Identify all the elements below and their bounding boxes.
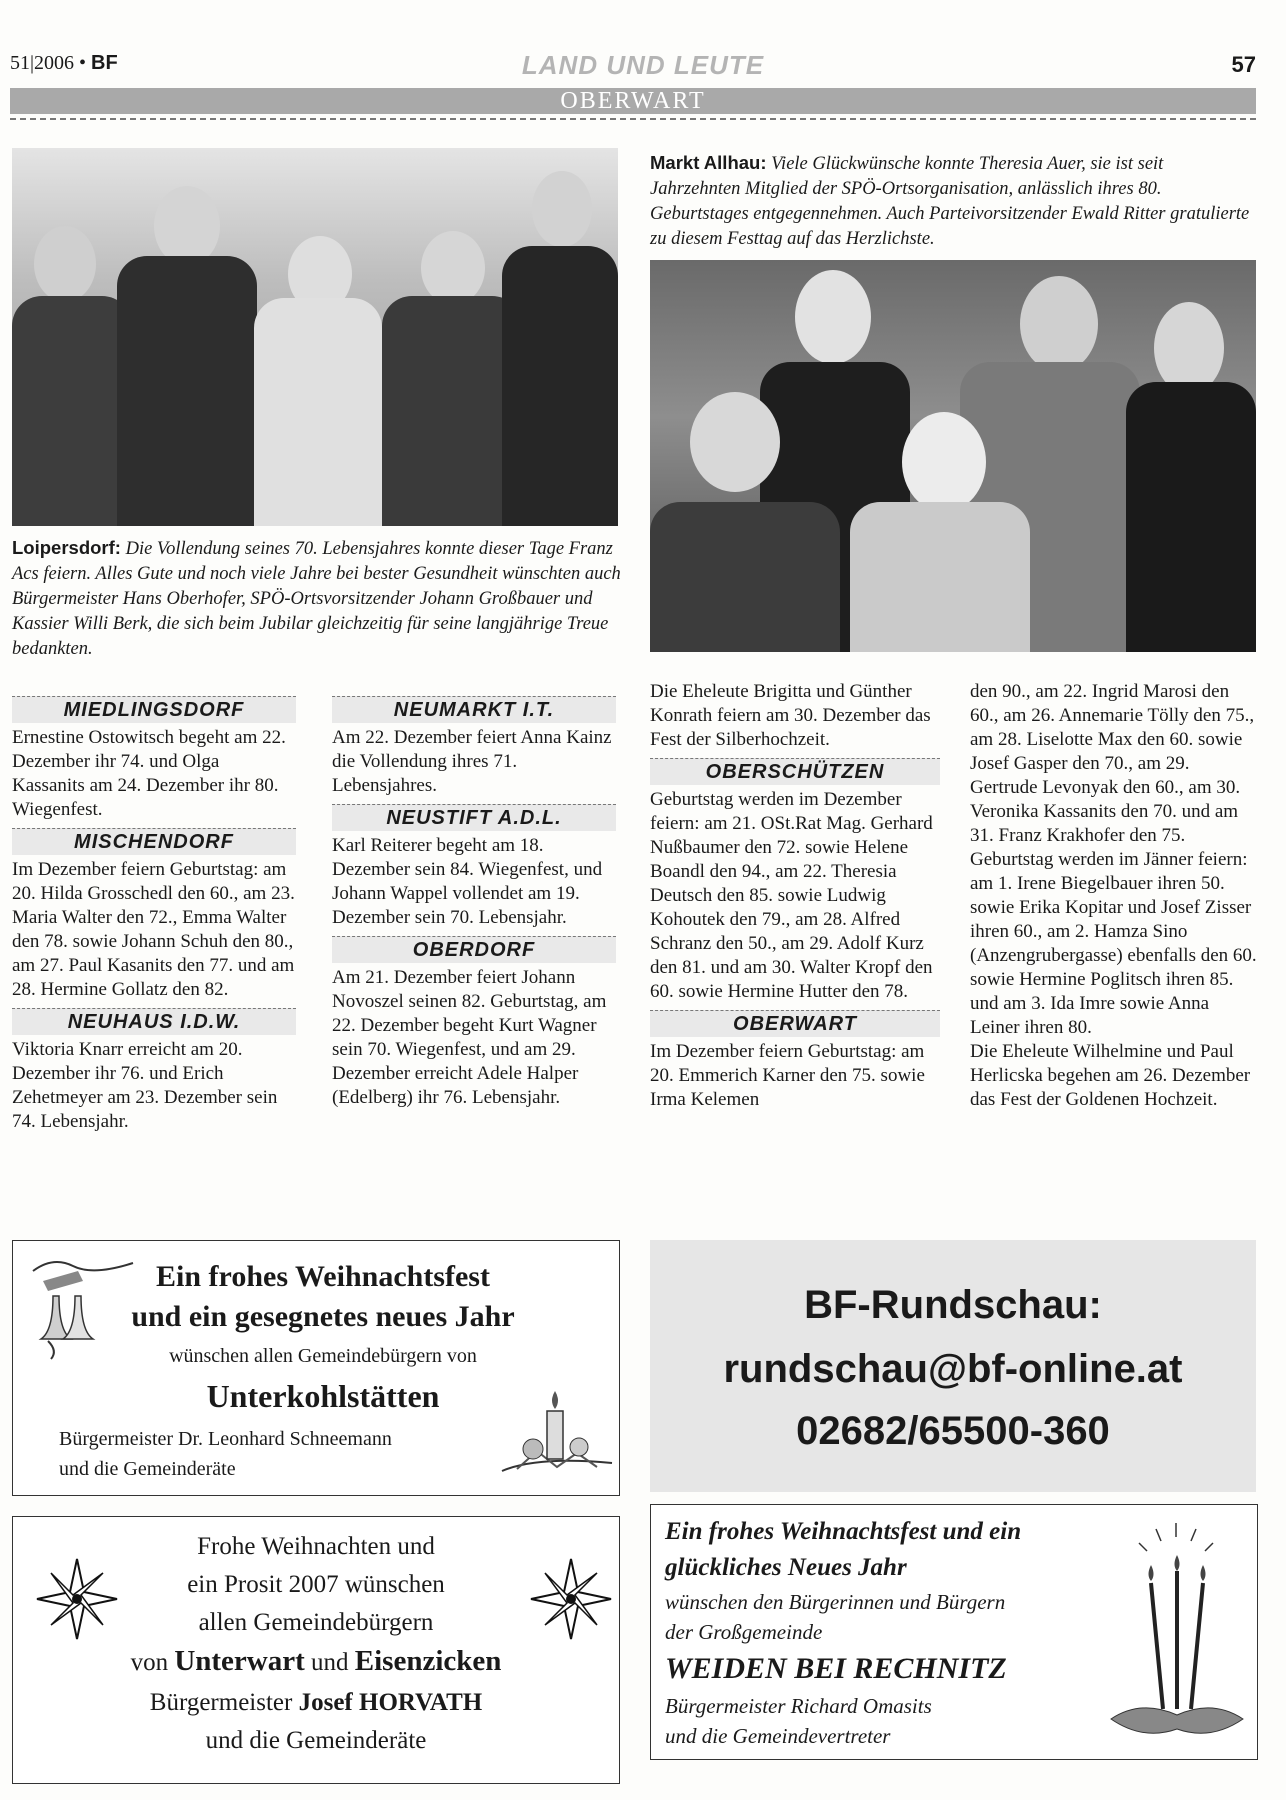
issue-separator: •	[79, 52, 87, 74]
text-oberschuetzen: Geburtstag werden im Dezember feiern: am 21. OSt.Rat Mag. Gerhard Nußbaumer den 72. sowie Helene Boandl den 94., am 22. Theresia Deutsch den 85. sowie Ludwig Kohoutek den 79., am 28. Alfred Schranz den 50., am 29. Adolf Kurz den 81. und am 30. Walter Kropf den 60. sowie Hermine Hutter den 78.	[650, 789, 933, 1002]
column-3	[650, 680, 940, 1112]
column-4	[970, 680, 1260, 1112]
caption-text: Die Vollendung seines 70. Lebensjahres konnte dieser Tage Franz Acs feiern. Alles Gute und noch viele Jahre bei bester Gesundheit wünschten auch Bürgermeister Hans Oberhofer, SPÖ-Ortsvorsitzender Johann Großbauer und Kassier Willi Berk, die sich beim Jubilar gleichzeitig für seine langjährige Treue bedankten.	[12, 539, 621, 659]
text-oberwart-continued: den 90., am 22. Ingrid Marosi den 60., am 26. Annemarie Tölly den 75., am 28. Liselotte Max den 60. sowie Josef Gasper den 70., am 29. Gertrude Levonyak den 60., am 30. Veronika Kassanits den 70. und am 31. Franz Krakhofer den 75.	[970, 681, 1255, 846]
ad-line-1: Ein frohes Weihnachtsfest	[156, 1260, 490, 1293]
text-konrath: Die Eheleute Brigitta und Günther Konrath feiern am 30. Dezember das Fest der Silberhochzeit.	[650, 681, 931, 750]
candles-icon	[1101, 1519, 1251, 1749]
issue-info	[10, 52, 118, 75]
paper-name: BF	[91, 52, 118, 74]
ad-mayor	[13, 1685, 619, 1721]
ad-line-3: allen Gemeindebürgern	[198, 1609, 434, 1636]
ad-line-3: wünschen allen Gemeindebürgern von	[169, 1345, 477, 1367]
caption-loipersdorf	[12, 535, 622, 662]
ad-mayor-name: Josef HORVATH	[298, 1689, 483, 1716]
ad-council: und die Gemeinderäte	[59, 1458, 236, 1480]
star-icon	[35, 1557, 119, 1641]
heading-oberschuetzen: OBERSCHÜTZEN	[650, 758, 940, 785]
caption-place: Markt Allhau:	[650, 152, 767, 173]
ad-unterkohlstaetten	[12, 1240, 620, 1496]
header-divider	[10, 118, 1256, 120]
heading-neumarkt: NEUMARKT I.T.	[332, 696, 616, 723]
ad-unterwart	[12, 1516, 620, 1784]
column-1	[12, 690, 296, 1134]
ad-mayor: Bürgermeister Dr. Leonhard Schneemann	[59, 1428, 392, 1450]
ad-line-2: und ein gesegnetes neues Jahr	[131, 1300, 515, 1333]
heading-mischendorf: MISCHENDORF	[12, 828, 296, 855]
ad-mayor-title: Bürgermeister	[149, 1689, 293, 1716]
subsection-bar	[10, 88, 1256, 114]
heading-oberwart: OBERWART	[650, 1010, 940, 1037]
caption-markt-allhau	[650, 150, 1252, 252]
section-title: LAND UND LEUTE	[521, 50, 765, 80]
star-icon	[529, 1557, 613, 1641]
photo-loipersdorf	[12, 148, 618, 526]
text-oberwart: Im Dezember feiern Geburtstag: am 20. Emmerich Karner den 75. sowie Irma Kelemen	[650, 1041, 925, 1110]
issue-number: 51|2006	[10, 52, 75, 74]
column-2	[332, 690, 616, 1110]
ad-municipality: WEIDEN BEI RECHNITZ	[665, 1652, 1007, 1685]
ad-line-4: der Großgemeinde	[665, 1620, 823, 1644]
heading-neuhaus: NEUHAUS I.D.W.	[12, 1008, 296, 1035]
ad-mayor: Bürgermeister Richard Omasits	[665, 1694, 932, 1718]
heading-miedlingsdorf: MIEDLINGSDORF	[12, 696, 296, 723]
rundschau-title: BF-Rundschau:	[804, 1283, 1102, 1327]
text-oberdorf: Am 21. Dezember feiert Johann Novoszel seinen 82. Geburtstag, am 22. Dezember begeht Kurt Wagner sein 70. Wiegenfest, und am 29. Dezember erreicht Adele Halper (Edelberg) ihr 76. Lebensjahr.	[332, 967, 607, 1108]
text-miedlingsdorf: Ernestine Ostowitsch begeht am 22. Dezember ihr 74. und Olga Kassanits am 24. Dezember ihr 80. Wiegenfest.	[12, 727, 286, 820]
ad-municipalities	[13, 1641, 619, 1683]
text-oberwart-jaenner: Geburtstag werden im Jänner feiern: am 1. Irene Biegelbauer ihren 50. sowie Erika Kopitar und Josef Zisser ihren 60., am 2. Hamza Sino (Anzengrubergasse) ebenfalls den 60. sowie Hermine Poglitsch ihren 85. und am 3. Ida Imre sowie Anna Leiner ihren 80.	[970, 849, 1257, 1038]
ad-unterwart-name: Unterwart	[174, 1645, 305, 1677]
ad-line-2: ein Prosit 2007 wünschen	[187, 1571, 445, 1598]
rundschau-email: rundschau@bf-online.at	[723, 1347, 1183, 1391]
caption-text: Viele Glückwünsche konnte Theresia Auer, sie ist seit Jahrzehnten Mitglied der SPÖ-Ortsorganisation, anlässlich ihres 80. Geburtstages entgegennehmen. Auch Parteivorsitzender Ewald Ritter gratulierte zu diesem Festtag auf das Herzlichste.	[650, 154, 1250, 249]
ad-line-1: Ein frohes Weihnachtsfest und ein	[665, 1518, 1022, 1545]
text-herlicska: Die Eheleute Wilhelmine und Paul Herlicska begehen am 26. Dezember das Fest der Goldenen Hochzeit.	[970, 1041, 1251, 1110]
heading-oberdorf: OBERDORF	[332, 936, 616, 963]
heading-neustift: NEUSTIFT A.D.L.	[332, 804, 616, 831]
subsection-title: OBERWART	[560, 88, 706, 114]
ad-council: und die Gemeindevertreter	[665, 1724, 891, 1748]
photo-markt-allhau	[650, 260, 1256, 652]
ad-bf-rundschau	[650, 1240, 1256, 1492]
ad-council: und die Gemeinderäte	[205, 1727, 427, 1754]
ad-von: von	[130, 1649, 169, 1676]
ad-line-2: glückliches Neues Jahr	[665, 1554, 907, 1581]
ad-municipality: Unterkohlstätten	[206, 1378, 440, 1414]
ad-eisenzicken-name: Eisenzicken	[354, 1645, 502, 1677]
ad-line-3: wünschen den Bürgerinnen und Bürgern	[665, 1590, 1006, 1614]
ad-weiden	[650, 1504, 1258, 1760]
caption-place: Loipersdorf:	[12, 537, 121, 558]
text-neuhaus: Viktoria Knarr erreicht am 20. Dezember ihr 76. und Erich Zehetmeyer am 23. Dezember sein 74. Lebensjahr.	[12, 1039, 278, 1132]
page-number: 57	[1231, 52, 1256, 77]
ad-line-1: Frohe Weihnachten und	[197, 1533, 435, 1560]
text-mischendorf: Im Dezember feiern Geburtstag: am 20. Hilda Grosschedl den 60., am 23. Maria Walter den 72., Emma Walter den 78. sowie Johann Schuh den 80., am 27. Paul Kasanits den 77. und am 28. Hermine Gollatz den 82.	[12, 859, 295, 1000]
text-neumarkt: Am 22. Dezember feiert Anna Kainz die Vollendung ihres 71. Lebensjahres.	[332, 727, 612, 796]
text-neustift: Karl Reiterer begeht am 18. Dezember sein 84. Wiegenfest, und Johann Wappel vollendet am 19. Dezember sein 70. Lebensjahr.	[332, 835, 603, 928]
rundschau-phone: 02682/65500-360	[796, 1409, 1110, 1453]
ad-und: und	[311, 1649, 349, 1676]
